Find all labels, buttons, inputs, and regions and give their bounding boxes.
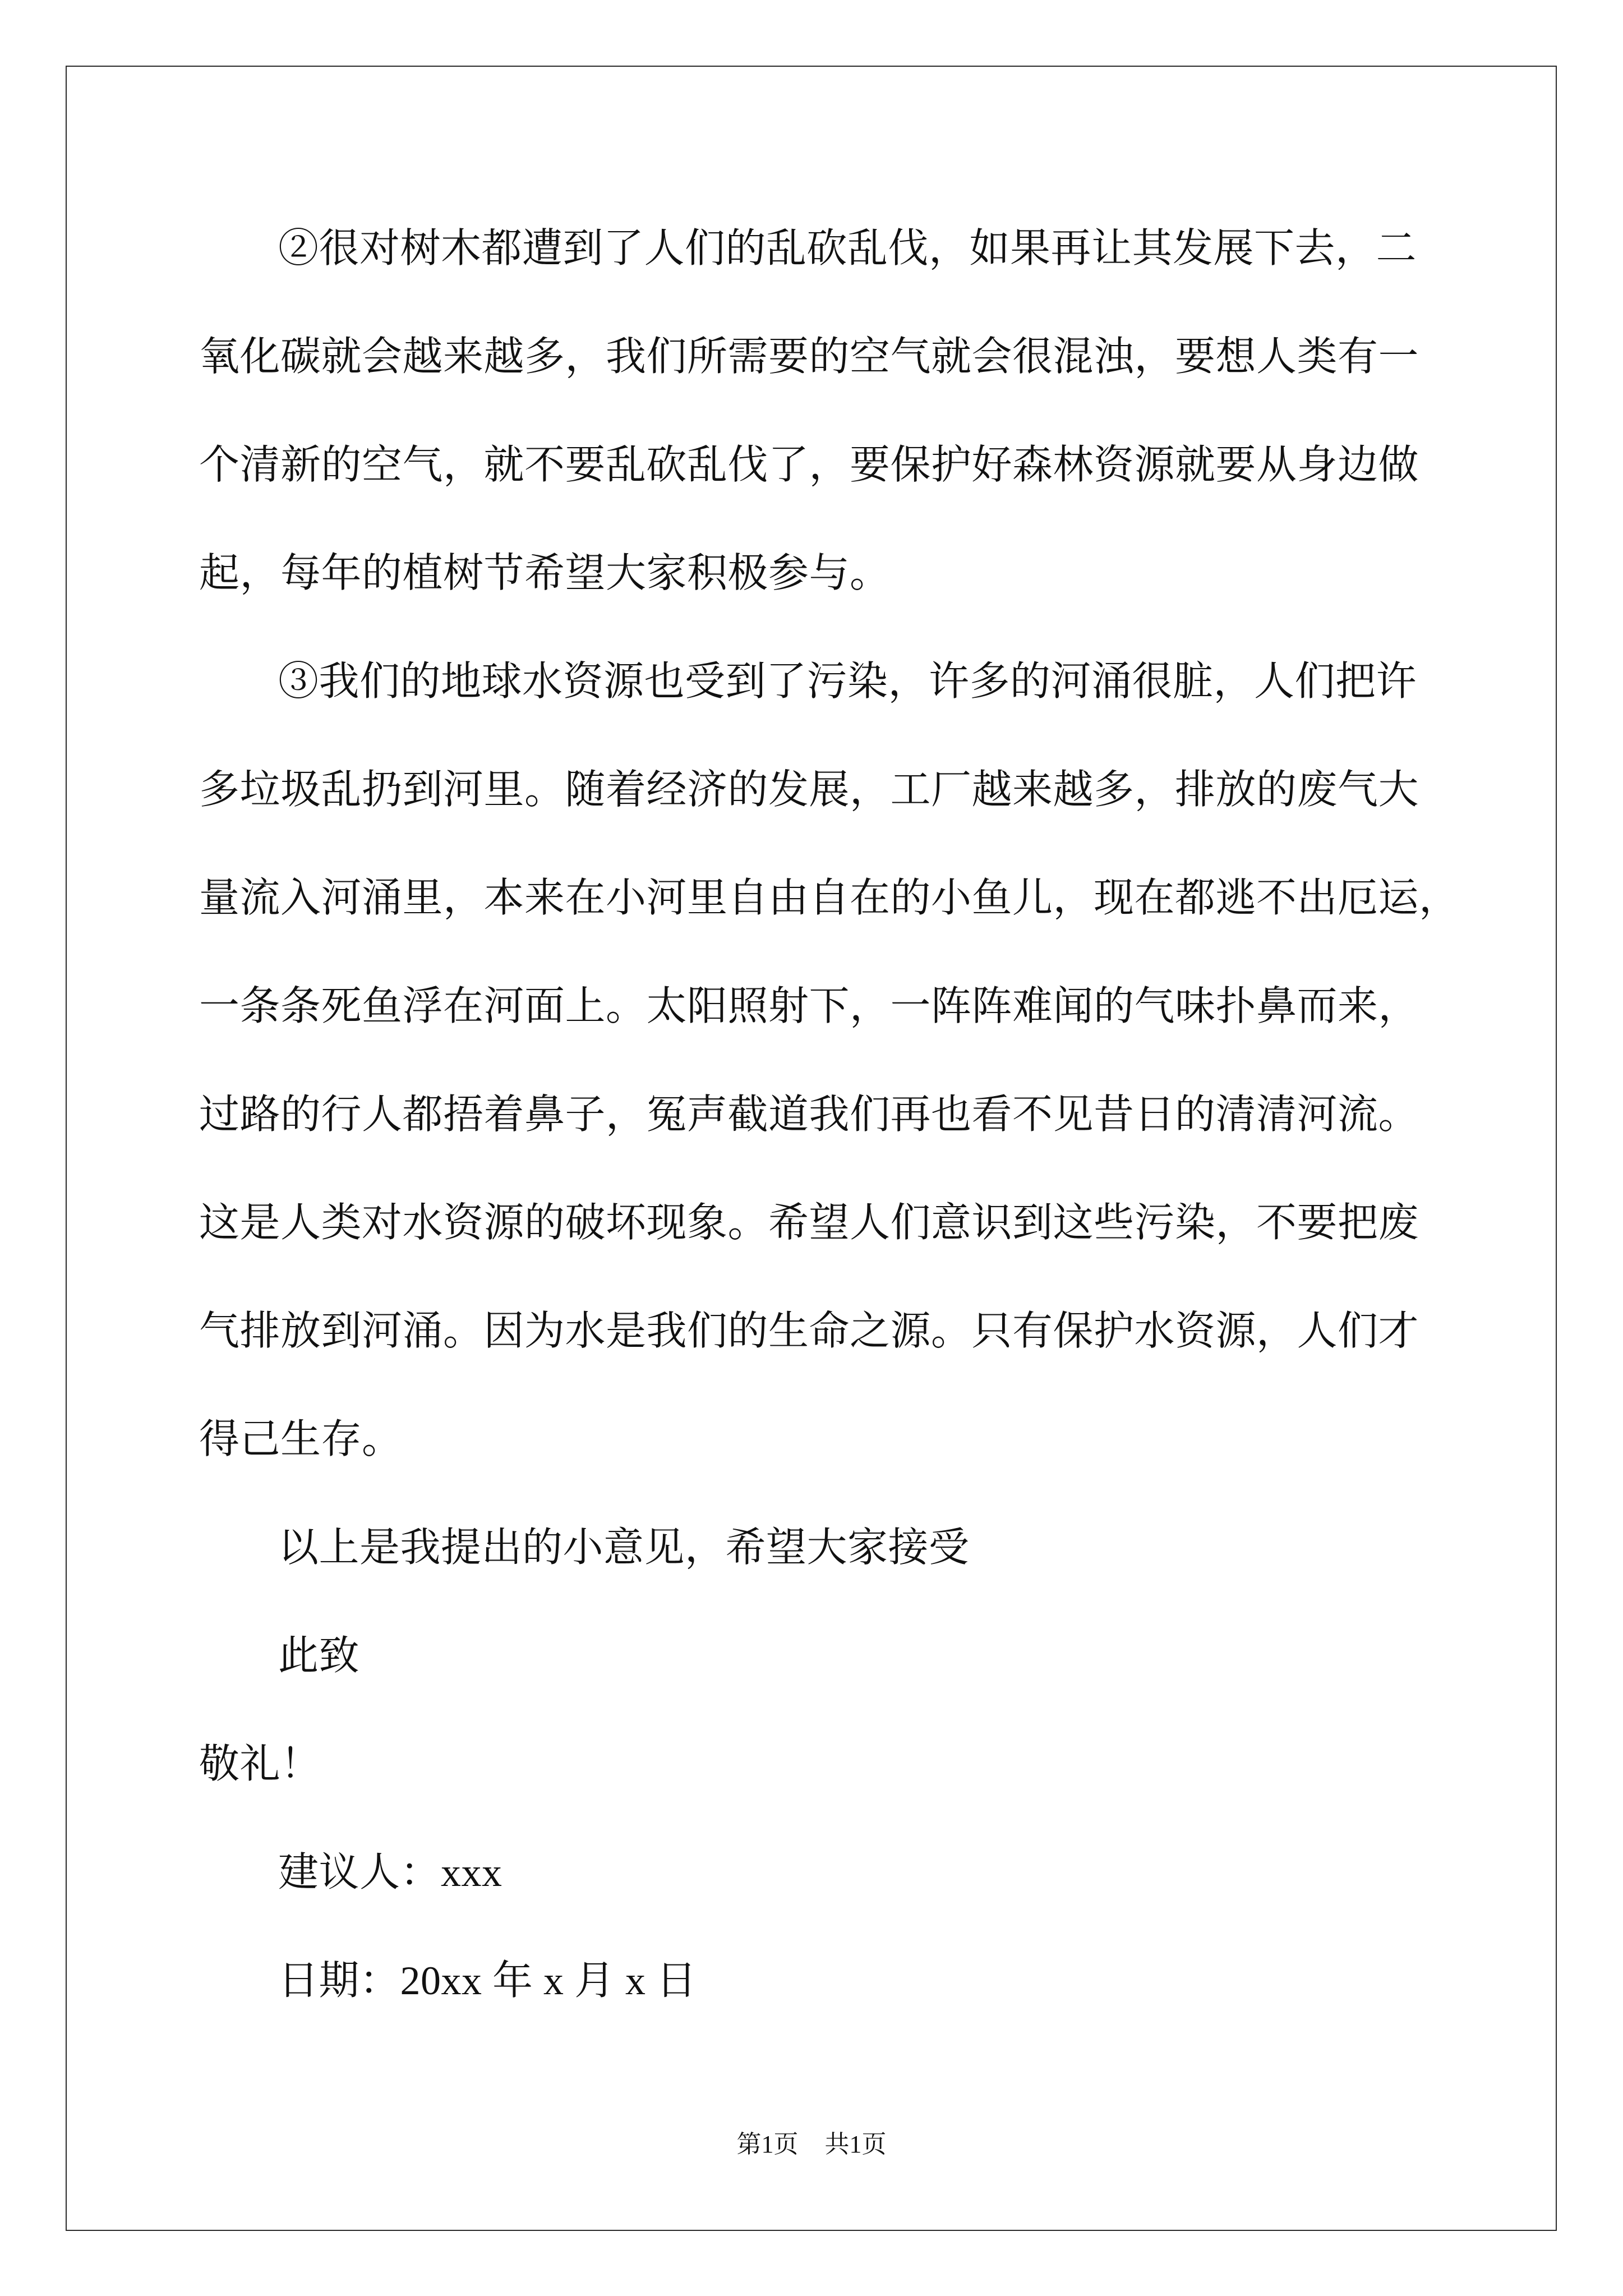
text-line: 气排放到河涌。因为水是我们的生命之源。只有保护水资源，人们才 [199,1309,1419,1354]
text-line: 过路的行人都捂着鼻子，冤声截道我们再也看不见昔日的清清河流。 [199,1092,1419,1137]
document-body [199,195,1534,2035]
proposer-signature: 建议人：xxx [278,1850,502,1895]
page-number: 第1页 [736,2131,799,2158]
page-footer [0,2128,1623,2161]
text-line: ②很对树木都遭到了人们的乱砍乱伐，如果再让其发展下去，二 [278,226,1417,271]
text-line: 这是人类对水资源的破坏现象。希望人们意识到这些污染，不要把废 [199,1200,1419,1245]
text-line: ③我们的地球水资源也受到了污染，许多的河涌很脏，人们把许 [278,659,1417,704]
text-line: 多垃圾乱扔到河里。随着经济的发展，工厂越来越多，排放的废气大 [199,767,1419,812]
page-total: 共1页 [824,2131,887,2158]
paragraph-regards [199,1602,1534,1710]
text-line: 此致 [278,1634,360,1678]
paragraph-closing [199,1494,1534,1602]
text-line: 得己生存。 [199,1417,403,1462]
paragraph-forest [199,195,1534,628]
signature-date: 日期：20xx 年 x 月 x 日 [278,1958,697,2003]
text-line: 起，每年的植树节希望大家积极参与。 [199,551,891,596]
text-line: 氧化碳就会越来越多，我们所需要的空气就会很混浊，要想人类有一 [199,334,1419,379]
text-line: 以上是我提出的小意见，希望大家接受 [278,1525,970,1570]
text-line: 量流入河涌里，本来在小河里自由自在的小鱼儿，现在都逃不出厄运， [199,876,1460,921]
text-line: 一条条死鱼浮在河面上。太阳照射下，一阵阵难闻的气味扑鼻而来， [199,984,1419,1029]
salutation: 敬礼！ [199,1742,321,1787]
paragraph-water [199,628,1534,1494]
text-line: 个清新的空气，就不要乱砍乱伐了，要保护好森林资源就要从身边做 [199,443,1419,487]
